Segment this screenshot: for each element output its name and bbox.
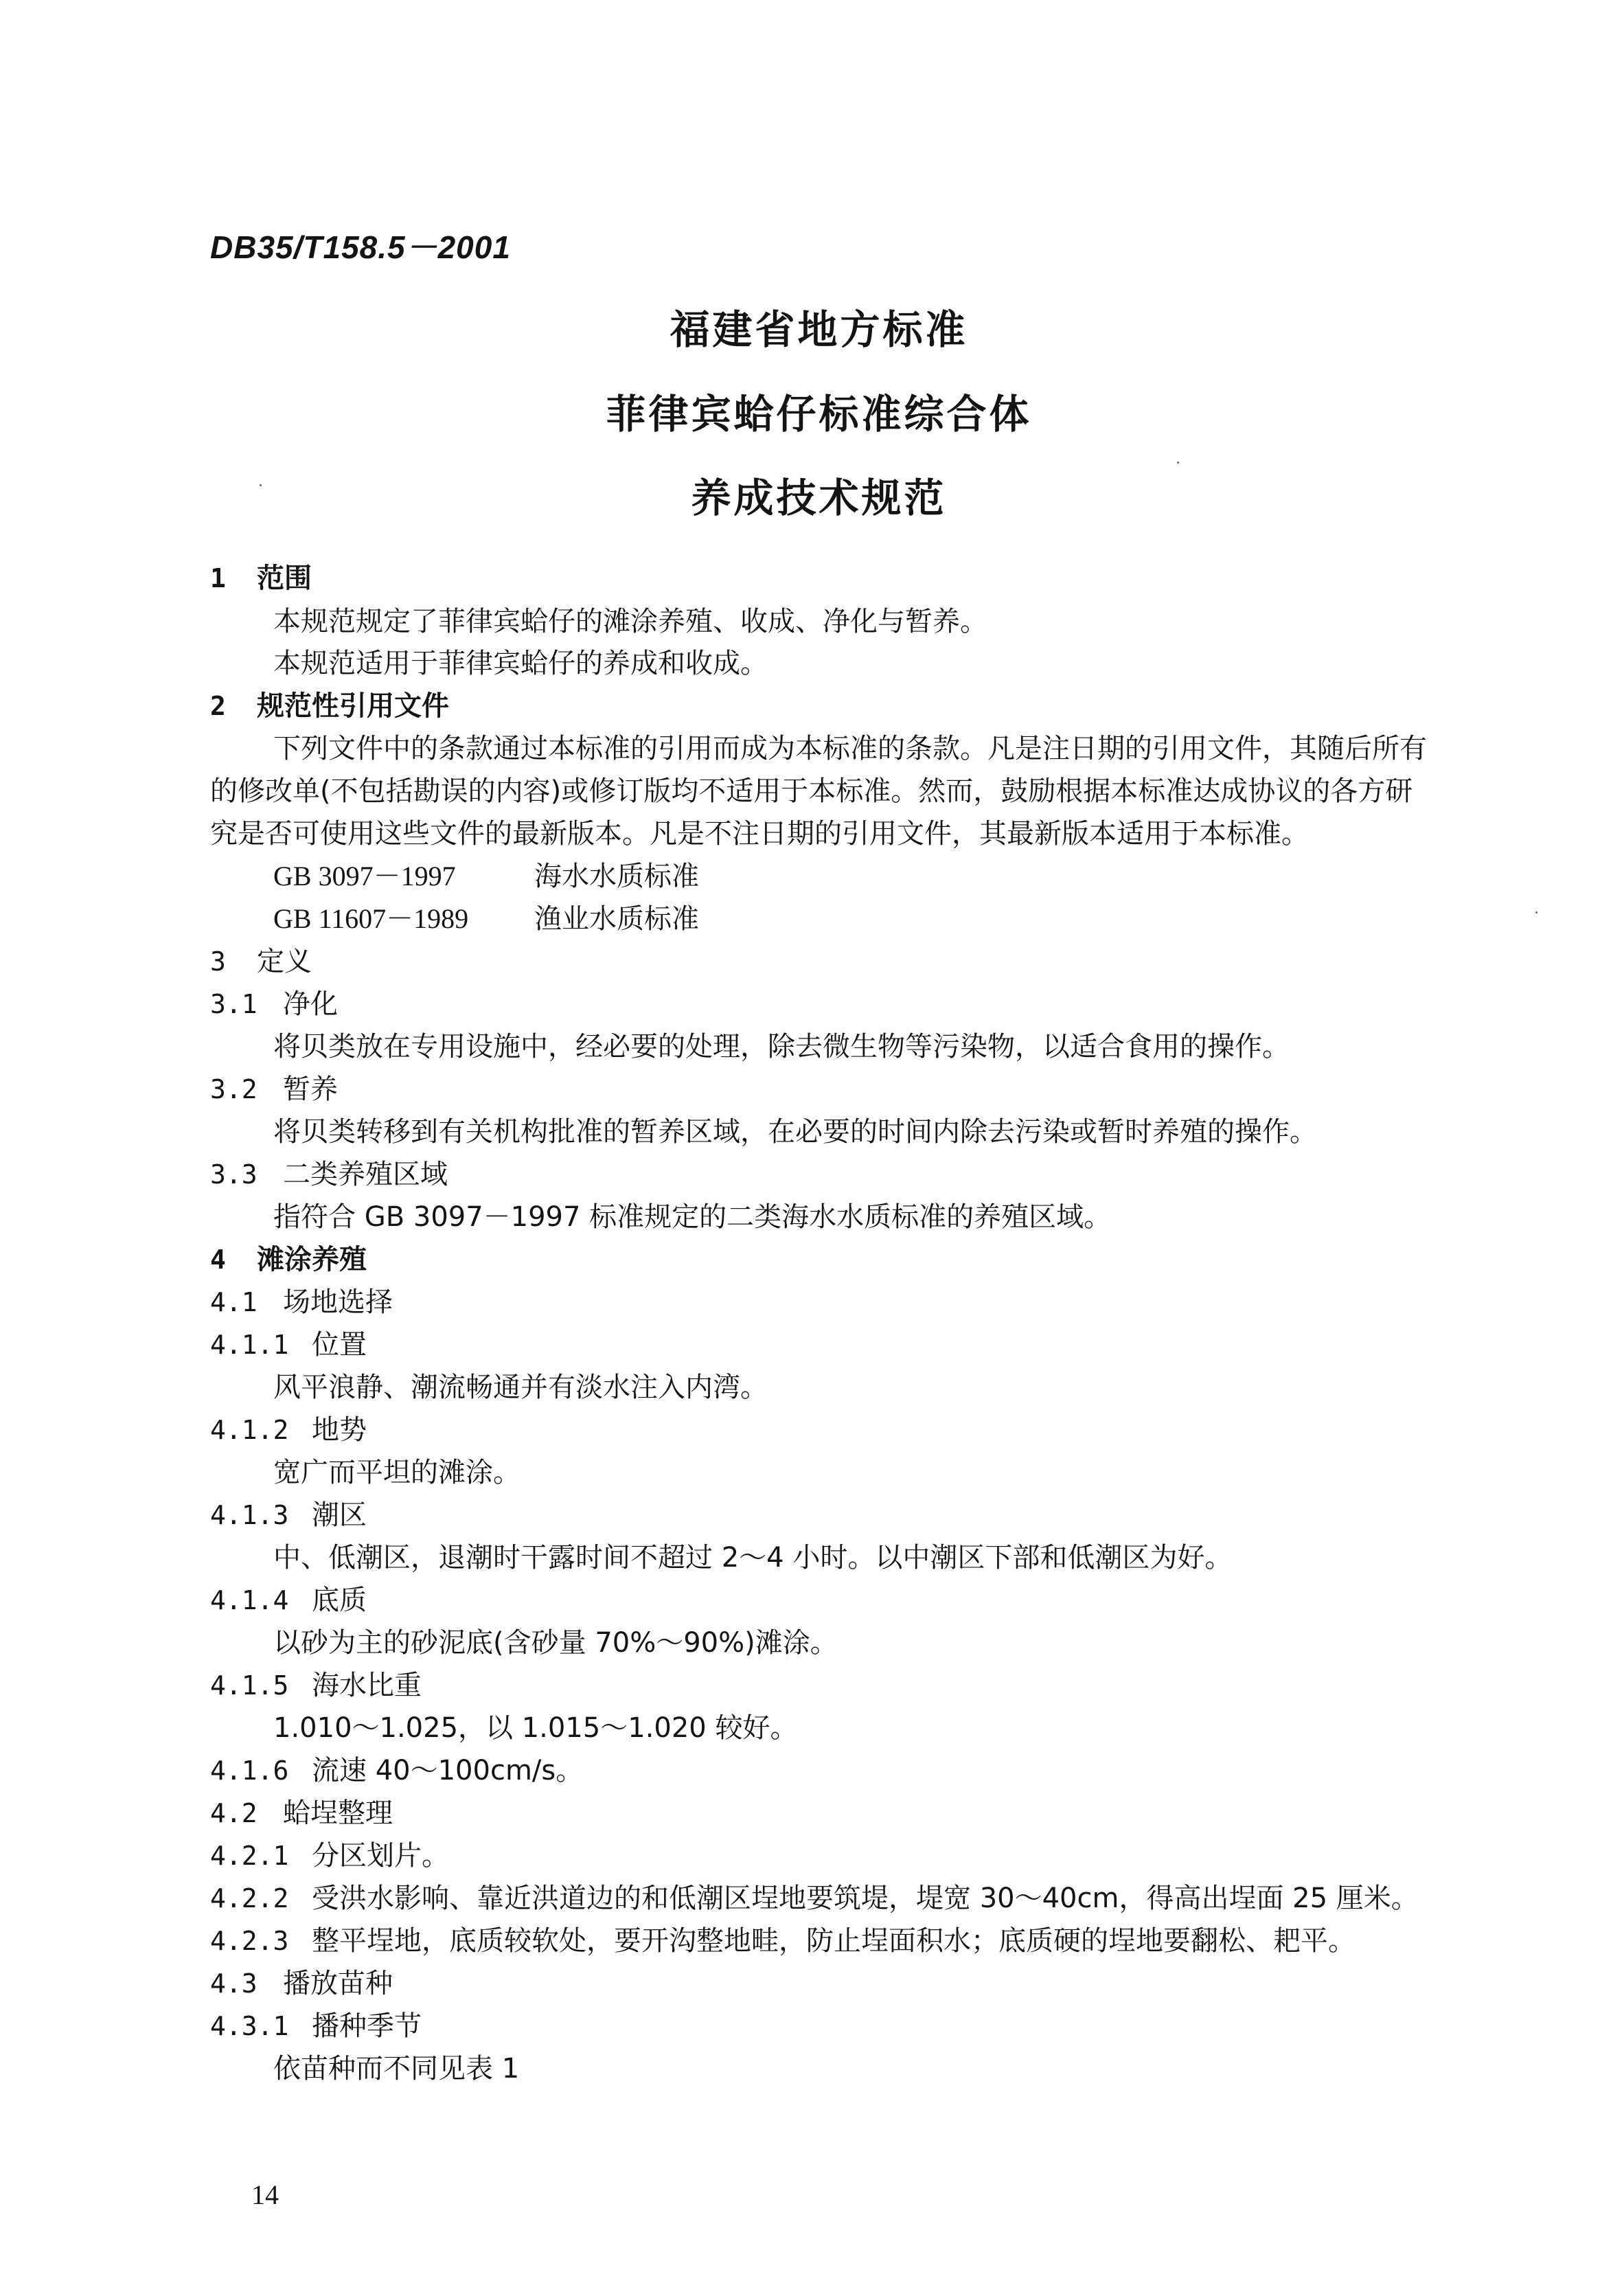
reference-name: 渔业水质标准: [534, 903, 699, 935]
section-2-heading: 2 规范性引用文件: [210, 690, 449, 722]
section-4-1-heading: 4.1 场地选择: [210, 1286, 393, 1318]
section-3-heading: 3 定义: [210, 946, 312, 977]
section-4-1-1-heading: 4.1.1 位置: [210, 1329, 367, 1361]
section-3-1-heading: 3.1 净化: [210, 988, 338, 1020]
section-4-1-4-heading: 4.1.4 底质: [210, 1585, 367, 1616]
section-1-paragraph-2: 本规范适用于菲律宾蛤仔的养成和收成。: [273, 648, 768, 679]
section-2-paragraph-line-1: 下列文件中的条款通过本标准的引用而成为本标准的条款。凡是注日期的引用文件，其随后所有: [273, 733, 1427, 764]
section-1-paragraph-1: 本规范规定了菲律宾蛤仔的滩涂养殖、收成、净化与暂养。: [273, 606, 987, 637]
section-1-heading: 1 范围: [210, 563, 312, 594]
reference-row: [273, 860, 699, 893]
section-3-2-paragraph: 将贝类转移到有关机构批准的暂养区域，在必要的时间内除去污染或暂时养殖的操作。: [273, 1116, 1317, 1148]
section-4-1-5-paragraph: 1.010～1.025，以 1.015～1.020 较好。: [273, 1712, 798, 1744]
section-4-3-1-paragraph: 依苗种而不同见表 1: [273, 2053, 520, 2085]
title-line-3: 养成技术规范: [691, 475, 947, 521]
section-4-1-4-paragraph: 以砂为主的砂泥底(含砂量 70%～90%)滩涂。: [273, 1627, 838, 1659]
document-code: DB35/T158.5－2001: [210, 229, 511, 265]
reference-code: GB 11607－1989: [273, 903, 469, 934]
scan-speck: [1177, 462, 1179, 464]
reference-code: GB 3097－1997: [273, 861, 456, 891]
section-4-1-3-paragraph: 中、低潮区，退潮时干露时间不超过 2～4 小时。以中潮区下部和低潮区为好。: [273, 1542, 1233, 1574]
section-3-2-heading: 3.2 暂养: [210, 1074, 338, 1105]
section-2-paragraph-line-3: 究是否可使用这些文件的最新版本。凡是不注日期的引用文件，其最新版本适用于本标准。: [210, 818, 1309, 850]
section-4-1-6-heading: 4.1.6 流速 40～100cm/s。: [210, 1755, 584, 1786]
title-line-1: 福建省地方标准: [670, 306, 968, 353]
section-2-paragraph-line-2: 的修改单(不包括勘误的内容)或修订版均不适用于本标准。然而，鼓励根据本标准达成协议的各方研: [210, 775, 1413, 807]
scan-speck: [260, 484, 262, 486]
section-4-heading: 4 滩涂养殖: [210, 1244, 367, 1275]
section-3-1-paragraph: 将贝类放在专用设施中，经必要的处理，除去微生物等污染物，以适合食用的操作。: [273, 1031, 1290, 1063]
section-4-2-1-heading: 4.2.1 分区划片。: [210, 1840, 449, 1872]
title-line-2: 菲律宾蛤仔标准综合体: [606, 391, 1032, 438]
section-4-1-2-paragraph: 宽广而平坦的滩涂。: [273, 1457, 521, 1488]
section-4-2-2-heading: 4.2.2 受洪水影响、靠近洪道边的和低潮区埕地要筑堤，堤宽 30～40cm，得高出埕面 25 厘米。: [210, 1883, 1419, 1914]
section-4-2-heading: 4.2 蛤埕整理: [210, 1797, 393, 1829]
reference-name: 海水水质标准: [534, 861, 699, 892]
section-4-1-2-heading: 4.1.2 地势: [210, 1414, 367, 1446]
reference-row: [273, 902, 699, 935]
section-4-1-3-heading: 4.1.3 潮区: [210, 1499, 367, 1531]
page-number: 14: [251, 2179, 279, 2210]
section-4-3-heading: 4.3 播放苗种: [210, 1968, 393, 1999]
section-4-3-1-heading: 4.3.1 播种季节: [210, 2010, 422, 2042]
section-4-1-5-heading: 4.1.5 海水比重: [210, 1670, 422, 1701]
scan-speck: [1535, 911, 1537, 913]
section-3-3-heading: 3.3 二类养殖区域: [210, 1159, 448, 1190]
section-4-2-3-heading: 4.2.3 整平埕地，底质较软处，要开沟整地畦，防止埕面积水；底质硬的埕地要翻松、耙平。: [210, 1925, 1356, 1957]
section-4-1-1-paragraph: 风平浪静、潮流畅通并有淡水注入内湾。: [273, 1372, 768, 1403]
section-3-3-paragraph: 指符合 GB 3097－1997 标准规定的二类海水水质标准的养殖区域。: [273, 1201, 1112, 1233]
